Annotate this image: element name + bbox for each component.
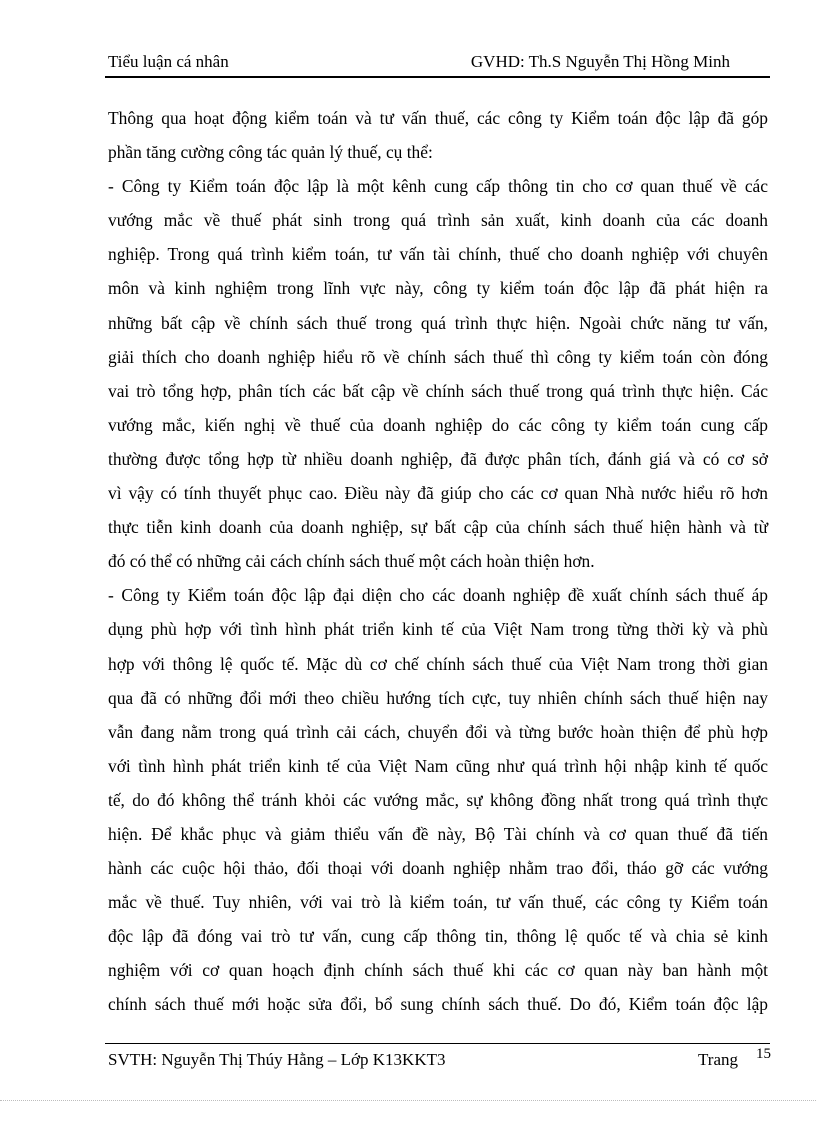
footer-rule	[105, 1043, 770, 1044]
body-line: hiện. Để khắc phục và giảm thiểu vấn đề này, Bộ Tài chính và cơ quan thuế đã tiến	[108, 823, 768, 844]
body-line: nghiệm với cơ quan hoạch định chính sách thuế khi các cơ quan này ban hành một	[108, 960, 768, 981]
body-line: - Công ty Kiểm toán độc lập đại diện cho các doanh nghiệp đề xuất chính sách thuế áp	[108, 585, 768, 606]
page-boundary	[0, 1100, 816, 1101]
body-line: hành các cuộc hội thảo, đối thoại với doanh nghiệp nhằm trao đổi, tháo gỡ các vướng	[108, 858, 768, 879]
body-line: với tình hình phát triển kinh tế của Việt Nam cũng như quá trình hội nhập kinh tế quốc	[108, 755, 768, 776]
body-line: môn và kinh nghiệm trong lĩnh vực này, công ty kiểm toán độc lập đã phát hiện ra	[108, 278, 768, 299]
body-line: đó có thể có những cải cách chính sách thuế một cách hoàn thiện hơn.	[108, 551, 595, 572]
body-line: vướng mắc về thuế phát sinh trong quá trình sản xuất, kinh doanh của các doanh	[108, 210, 768, 231]
body-line: qua đã có những đổi mới theo chiều hướng tích cực, tuy nhiên chính sách thuế hiện nay	[108, 687, 768, 708]
body-line: Thông qua hoạt động kiểm toán và tư vấn thuế, các công ty Kiểm toán độc lập đã góp	[108, 108, 768, 128]
header-title: Tiểu luận cá nhân	[108, 52, 229, 71]
body-line: vai trò tổng hợp, phân tích các bất cập về chính sách thuế trong quá trình thực hiện. Các	[108, 380, 768, 401]
page-label: Trang	[698, 1050, 738, 1069]
header-rule	[105, 76, 770, 78]
body-line: dụng phù hợp với tình hình phát triển kinh tế của Việt Nam trong từng thời kỳ và phù	[108, 619, 768, 640]
body-line: mắc về thuế. Tuy nhiên, với vai trò là kiểm toán, tư vấn thuế, các công ty Kiểm toán	[108, 892, 768, 913]
body-line: vẫn đang nằm trong quá trình cải cách, chuyển đổi và từng bước hoàn thiện để phù hợp	[108, 721, 768, 742]
page-header	[108, 52, 770, 74]
body-line: - Công ty Kiểm toán độc lập là một kênh cung cấp thông tin cho cơ quan thuế về các	[108, 176, 768, 197]
body-line: hợp với thông lệ quốc tế. Mặc dù cơ chế chính sách thuế của Việt Nam trong thời gian	[108, 653, 768, 674]
body-line: nghiệp. Trong quá trình kiểm toán, tư vấn tài chính, thuế cho doanh nghiệp với chuyên	[108, 244, 768, 265]
body-line: vì vậy có tính thuyết phục cao. Điều này đã giúp cho các cơ quan Nhà nước hiểu rõ hơn	[108, 483, 768, 504]
body-line: vướng mắc, kiến nghị về thuế của doanh nghiệp do các công ty kiểm toán cung cấp	[108, 414, 768, 435]
body-line: độc lập đã đóng vai trò tư vấn, cung cấp thông tin, thông lệ quốc tế và chia sẻ kinh	[108, 926, 768, 947]
header-instructor: GVHD: Th.S Nguyễn Thị Hồng Minh	[470, 52, 730, 71]
body-line: những bất cập về chính sách thuế trong quá trình thực hiện. Ngoài chức năng tư vấn,	[108, 312, 768, 333]
footer-author: SVTH: Nguyễn Thị Thúy Hằng – Lớp K13KKT3	[108, 1050, 446, 1069]
page-number: 15	[756, 1046, 771, 1062]
body-line: thường được tổng hợp từ nhiều doanh nghiệp, đã được phân tích, đánh giá và có cơ sở	[108, 448, 768, 469]
document-body	[108, 101, 768, 1022]
body-line: chính sách thuế mới hoặc sửa đổi, bổ sung chính sách thuế. Do đó, Kiểm toán độc lập	[108, 994, 768, 1015]
body-line: giải thích cho doanh nghiệp hiểu rõ về chính sách thuế thì công ty kiểm toán còn đóng	[108, 346, 768, 367]
body-line: thực tiễn kinh doanh của doanh nghiệp, sự bất cập của chính sách thuế hiện hành và từ	[108, 517, 768, 538]
body-line: phần tăng cường công tác quản lý thuế, cụ thể:	[108, 142, 433, 163]
body-line: tế, do đó không thể tránh khỏi các vướng mắc, sự không đồng nhất trong quá trình thực	[108, 789, 768, 810]
